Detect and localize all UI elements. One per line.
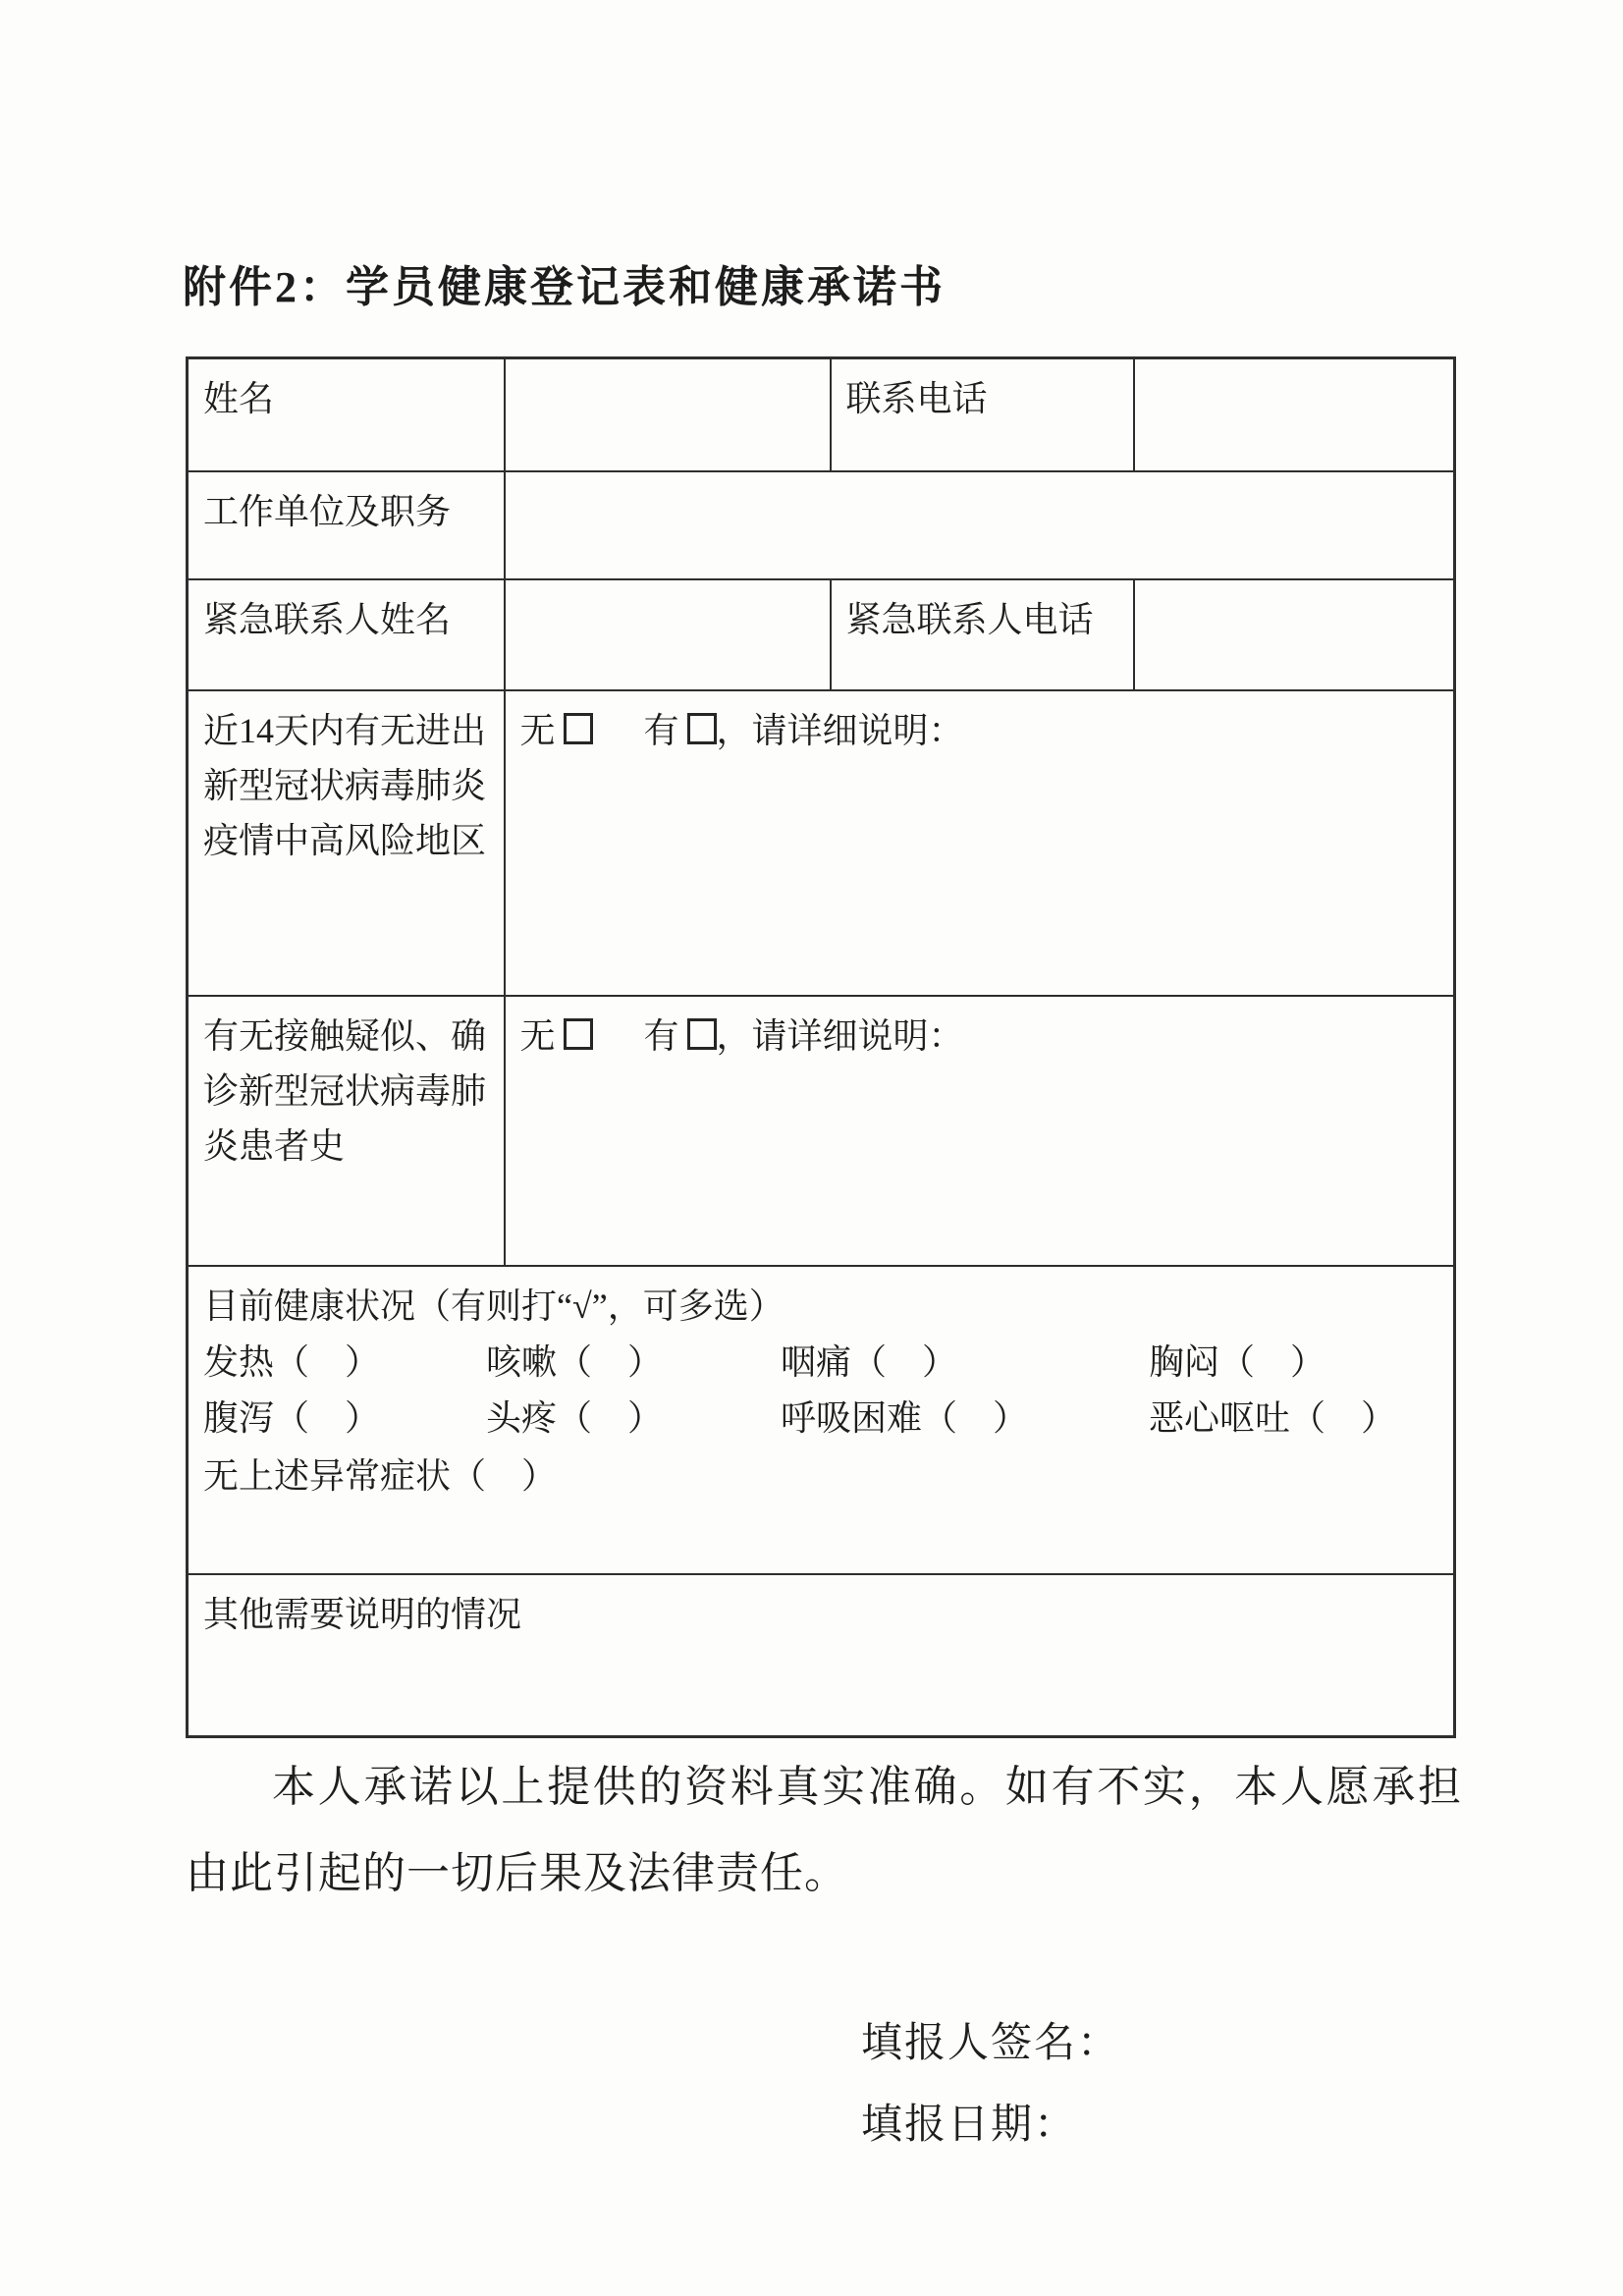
table-row-work-unit: [188, 471, 1455, 579]
contact-yes-option: [644, 1016, 964, 1056]
symptom-item-none[interactable]: 无上述异常症状（ ）: [203, 1455, 558, 1496]
table-row-health-status: [188, 1266, 1455, 1574]
phone-label-cell: 联系电话: [831, 358, 1134, 471]
phone-value-cell[interactable]: [1134, 358, 1455, 471]
travel-history-answer-cell[interactable]: [505, 690, 1455, 996]
travel-yes-option: [644, 711, 964, 750]
symptom-item-headache[interactable]: 头疼（ ）: [486, 1397, 664, 1438]
signature-block: [861, 2023, 1120, 2186]
other-notes-cell[interactable]: [188, 1574, 1455, 1737]
work-unit-value-cell[interactable]: [505, 471, 1455, 579]
emergency-phone-label-cell: 紧急联系人电话: [831, 579, 1134, 690]
table-row-emergency-contact: [188, 579, 1455, 690]
work-unit-label-cell: 工作单位及职务: [188, 471, 505, 579]
travel-no-option: [520, 711, 593, 750]
contact-yes-checkbox[interactable]: [687, 1018, 717, 1050]
emergency-name-value-cell[interactable]: [505, 579, 831, 690]
symptom-item-cough[interactable]: 咳嗽（ ）: [486, 1341, 664, 1382]
signer-signature-label: 填报人签名：: [861, 2021, 1121, 2066]
table-row-travel-history: [188, 690, 1455, 996]
travel-yes-label: 有: [643, 710, 679, 750]
contact-no-option: [520, 1016, 593, 1056]
name-value-cell[interactable]: [505, 358, 831, 471]
contact-no-label: 无: [519, 1015, 556, 1056]
contact-detail-suffix: ，请详细说明：: [716, 1015, 964, 1056]
contact-history-label-cell: 有无接触疑似、确诊新型冠状病毒肺炎患者史: [188, 996, 505, 1266]
table-row-other-notes: [188, 1574, 1455, 1737]
name-label-cell: 姓名: [188, 358, 505, 471]
attachment-title: 附件2：学员健康登记表和健康承诺书: [183, 263, 946, 311]
contact-yes-label: 有: [643, 1015, 679, 1056]
report-date-label: 填报日期：: [861, 2103, 1078, 2148]
health-status-cell: [188, 1266, 1455, 1574]
symptom-line-3: [203, 1449, 1438, 1504]
travel-yes-checkbox[interactable]: [687, 713, 717, 744]
symptom-item-chest-tightness[interactable]: 胸闷（ ）: [1149, 1341, 1326, 1382]
table-row-basic-info: [188, 358, 1455, 471]
symptom-item-fever[interactable]: 发热（ ）: [203, 1341, 381, 1382]
health-status-title: 目前健康状况（有则打“√”，可多选）: [203, 1285, 784, 1326]
travel-detail-suffix: ，请详细说明：: [716, 710, 964, 750]
health-registration-table: [186, 356, 1456, 1738]
symptom-line-1: [203, 1335, 1438, 1391]
symptom-line-2: [203, 1391, 1438, 1447]
table-row-contact-history: [188, 996, 1455, 1266]
travel-history-label-cell: 近14天内有无进出新型冠状病毒肺炎疫情中高风险地区: [188, 690, 505, 996]
contact-no-checkbox[interactable]: [564, 1018, 593, 1050]
travel-no-checkbox[interactable]: [564, 713, 593, 744]
travel-no-label: 无: [519, 710, 556, 750]
symptom-item-sore-throat[interactable]: 咽痛（ ）: [781, 1341, 958, 1382]
symptom-item-nausea-vomiting[interactable]: 恶心呕吐（ ）: [1149, 1397, 1397, 1438]
symptom-item-breathing-difficulty[interactable]: 呼吸困难（ ）: [781, 1397, 1029, 1438]
other-notes-label: 其他需要说明的情况: [203, 1594, 522, 1634]
emergency-name-label-cell: 紧急联系人姓名: [188, 579, 505, 690]
commitment-text: 本人承诺以上提供的资料真实准确。如有不实，本人愿承担由此引起的一切后果及法律责任。: [186, 1763, 1462, 1897]
symptom-item-diarrhea[interactable]: 腹泻（ ）: [203, 1397, 381, 1438]
emergency-phone-value-cell[interactable]: [1134, 579, 1455, 690]
contact-history-answer-cell[interactable]: [505, 996, 1455, 1266]
